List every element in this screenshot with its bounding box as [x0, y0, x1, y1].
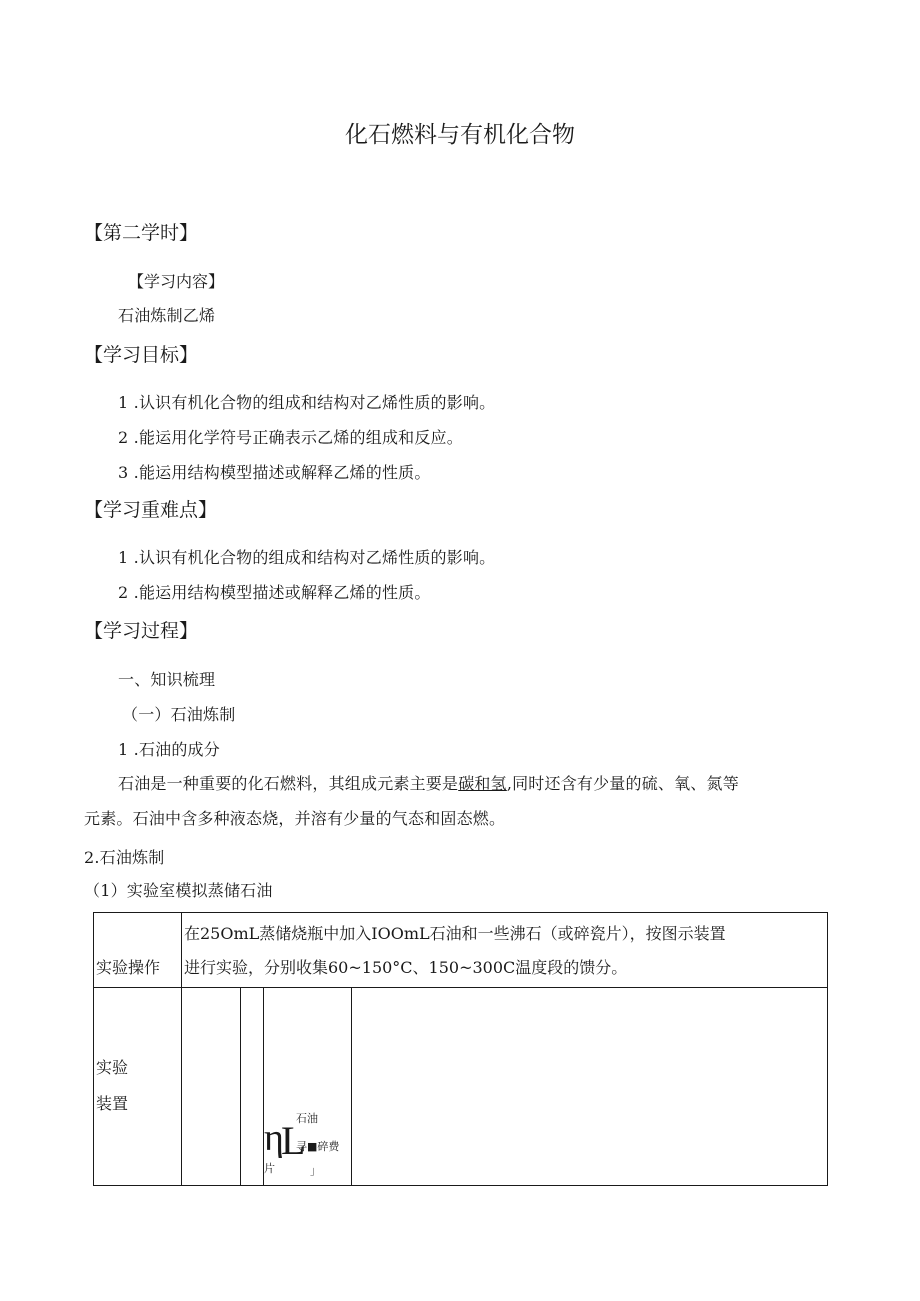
goal-item: 3 .能运用结构模型描述或解释乙烯的性质。 [118, 463, 431, 482]
experiment-table [93, 912, 828, 1186]
row-label: 实验 [96, 1058, 129, 1077]
goal-item: 1 .认识有机化合物的组成和结构对乙烯性质的影响。 [118, 393, 496, 412]
subsection-heading: （一）石油炼制 [122, 705, 236, 724]
figure-label-oil: 石油 [296, 1112, 318, 1125]
paragraph-text: 石油是一种重要的化石燃料，其组成元素主要是 [118, 774, 459, 793]
table-row [94, 988, 828, 1186]
table-cell-label [94, 988, 182, 1186]
key-points-heading: 【学习重难点】 [84, 499, 218, 521]
part-heading: 一、知识梳理 [118, 670, 216, 689]
apparatus-figure [182, 988, 827, 1185]
figure-line [240, 988, 241, 1185]
key-point-item: 2 .能运用结构模型描述或解释乙烯的性质。 [118, 583, 431, 602]
table-cell-label [94, 913, 182, 988]
learning-content-text: 石油炼制乙烯 [118, 306, 216, 325]
key-point-item: 1 .认识有机化合物的组成和结构对乙烯性质的影响。 [118, 548, 496, 567]
underlined-answer: 碳和氢 [458, 774, 507, 793]
operation-text-line: 进行实验，分别收集60~150°C、150~300C温度段的馈分。 [184, 958, 628, 977]
table-row [94, 913, 828, 988]
subsection-heading: （1）实验室模拟蒸储石油 [84, 881, 273, 900]
paragraph-line: 元素。石油中含多种液态烧，并溶有少量的气态和固态燃。 [84, 809, 506, 828]
paragraph-line [118, 771, 739, 794]
figure-label-piece: 片 [264, 1162, 275, 1175]
table-cell-content [182, 913, 828, 988]
process-heading: 【学习过程】 [84, 620, 199, 642]
figure-line [351, 988, 352, 1185]
row-label: 实验操作 [96, 958, 161, 977]
goals-heading: 【学习目标】 [84, 344, 199, 366]
apparatus-figure-cell [182, 988, 828, 1186]
document-title: 化石燃料与有机化合物 [345, 122, 575, 148]
operation-text-line: 在25OmL蒸储烧瓶中加入IOOmL石油和一些沸石（或碎瓷片），按图示装置 [184, 924, 726, 943]
flask-glyph: L [281, 1118, 306, 1163]
item-heading: 2.石油炼制 [84, 848, 165, 867]
goal-item: 2 .能运用化学符号正确表示乙烯的组成和反应。 [118, 428, 463, 447]
item-heading: 1 .石油的成分 [118, 740, 220, 759]
flask-glyph: η [264, 1117, 284, 1159]
figure-bracket: 」 [310, 1164, 321, 1177]
lesson-heading: 【第二学时】 [84, 222, 199, 244]
figure-label-stone: 寻■碎费 [296, 1140, 340, 1153]
paragraph-text: ,同时还含有少量的硫、氧、氮等 [506, 774, 739, 793]
learning-content-heading: 【学习内容】 [128, 272, 225, 291]
row-label: 装置 [96, 1094, 129, 1113]
